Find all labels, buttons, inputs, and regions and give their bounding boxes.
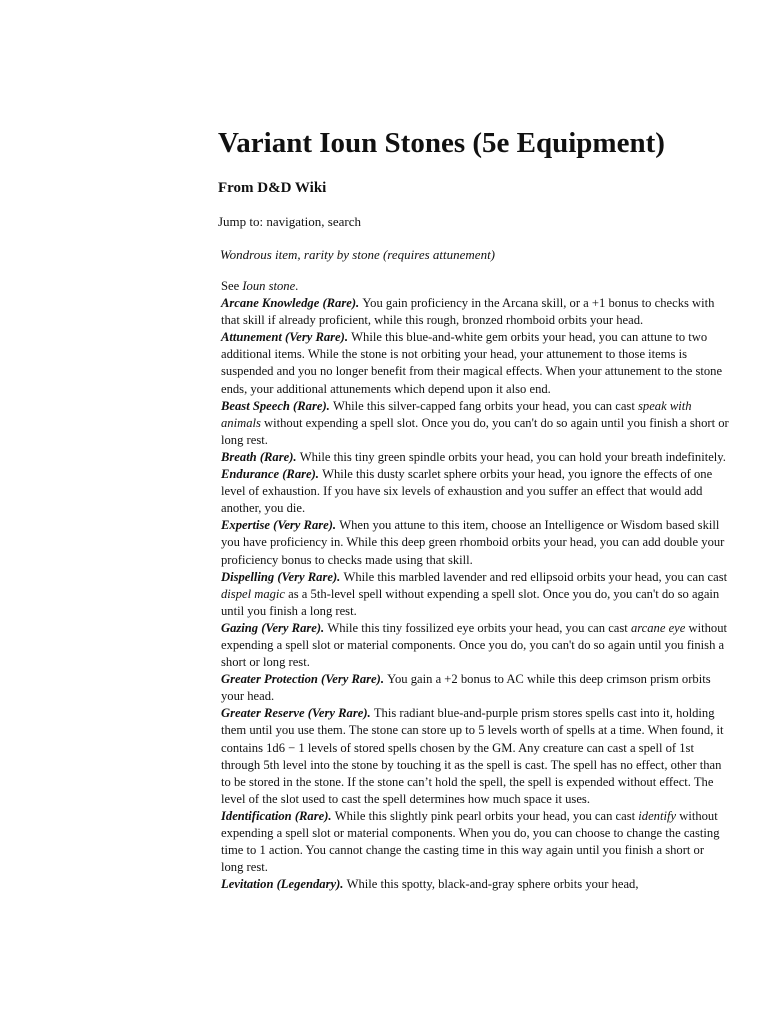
stone-entry <box>221 398 729 449</box>
spell-name[interactable]: arcane eye <box>630 620 686 635</box>
stone-description: While this spotty, black-and-gray sphere orbits your head, <box>346 877 639 892</box>
spell-name[interactable]: speak with animals <box>221 398 692 430</box>
stone-name: Gazing (Very Rare). <box>221 620 325 635</box>
stone-entry <box>221 449 729 466</box>
site-subtitle: From D&D Wiki <box>218 180 327 196</box>
stone-name: Beast Speech (Rare). <box>221 398 330 413</box>
stone-description: While this dusty scarlet sphere orbits your head, you ignore the effects of one level of exhaustion. If you have six levels of exhaustion and you suffer an effect that would add another, you die. <box>221 467 713 516</box>
stone-description: This radiant blue-and-purple prism stores spells cast into it, holding them until you use them. The stone can store up to 5 levels worth of spells at a time. When found, it contains 1d6 − 1 levels of stored spells chosen by the GM. Any creature can cast a spell of 1st through 5th level into the stone by touching it as the spell is cast. The spell has no effect, other than to be stored in the stone. If the stone can’t hold the spell, the spell is expended without effect. The level of the slot used to cast the spell determines how much space it uses. <box>221 706 724 806</box>
stone-entry <box>221 295 729 329</box>
see-also-line <box>221 278 729 295</box>
stone-entry <box>221 808 729 876</box>
stone-name: Levitation (Legendary). <box>221 877 344 892</box>
stone-description: While this tiny fossilized eye orbits your head, you can cast <box>327 620 631 635</box>
item-description <box>221 278 729 893</box>
spell-name[interactable]: identify <box>638 808 677 823</box>
jump-to-bar <box>218 213 361 231</box>
stone-description: without expending a spell slot. Once you do, you can't do so again until you finish a short or long rest. <box>221 415 729 447</box>
page-title: Variant Ioun Stones (5e Equipment) <box>218 127 665 159</box>
stone-entry <box>221 569 729 620</box>
ioun-stone-link[interactable]: Ioun stone <box>242 279 296 293</box>
stone-entry <box>221 671 729 705</box>
stone-name: Endurance (Rare). <box>221 467 319 482</box>
stone-entry <box>221 517 729 568</box>
stone-description: While this tiny green spindle orbits your head, you can hold your breath indefinitely. <box>299 449 726 464</box>
stone-entry <box>221 876 729 893</box>
jump-separator: , <box>321 214 325 229</box>
stone-name: Identification (Rare). <box>221 808 332 823</box>
stone-description: When you attune to this item, choose an Intelligence or Wisdom based skill you have proficiency in. While this deep green rhomboid orbits your head, you can add double your proficiency bonus to checks made using that skill. <box>221 518 725 567</box>
stone-description: While this blue-and-white gem orbits your head, you can attune to two additional items. While the stone is not orbiting your head, your attunement to those items is suspended and you no longer benefit from their magical effects. When your attunement to the stone ends, your additional attunements which depend upon it also end. <box>221 330 723 396</box>
see-prefix: See <box>221 279 243 293</box>
stone-name: Dispelling (Very Rare). <box>221 569 341 584</box>
stone-entry <box>221 466 729 517</box>
stone-name: Breath (Rare). <box>221 449 297 464</box>
stone-description: as a 5th-level spell without expending a spell slot. Once you do, you can't do so again until you finish a long rest. <box>221 586 720 618</box>
stone-name: Attunement (Very Rare). <box>221 330 348 345</box>
stone-description: While this silver-capped fang orbits your head, you can cast <box>332 398 638 413</box>
see-suffix: . <box>295 279 299 293</box>
stone-description: While this slightly pink pearl orbits your head, you can cast <box>334 808 639 823</box>
item-type-line: Wondrous item, rarity by stone (requires attunement) <box>220 247 496 262</box>
stone-name: Greater Protection (Very Rare). <box>221 672 384 687</box>
stone-name: Greater Reserve (Very Rare). <box>221 706 371 721</box>
spell-name[interactable]: dispel magic <box>221 586 286 601</box>
stone-description: without expending a spell slot or material components. When you do, you can choose to change the casting time to 1 action. You cannot change the casting time in this way again until you finish a short or long rest. <box>221 808 720 875</box>
stone-description: You gain proficiency in the Arcana skill, or a +1 bonus to checks with that skill if already proficient, while this rough, bronzed rhomboid orbits your head. <box>221 296 715 328</box>
stone-entry <box>221 620 729 671</box>
stone-entry <box>221 705 729 808</box>
navigation-link[interactable]: navigation <box>266 214 322 229</box>
stone-entry <box>221 329 729 397</box>
stone-description: without expending a spell slot or material components. Once you do, you can't do so again until you finish a short or long rest. <box>221 620 727 670</box>
stone-name: Arcane Knowledge (Rare). <box>221 296 360 311</box>
stone-description: While this marbled lavender and red ellipsoid orbits your head, you can cast <box>343 569 728 584</box>
stone-description: You gain a +2 bonus to AC while this deep crimson prism orbits your head. <box>221 672 711 704</box>
search-link[interactable]: search <box>327 214 361 229</box>
stone-name: Expertise (Very Rare). <box>221 518 337 533</box>
jump-to-label: Jump to: <box>218 214 264 229</box>
